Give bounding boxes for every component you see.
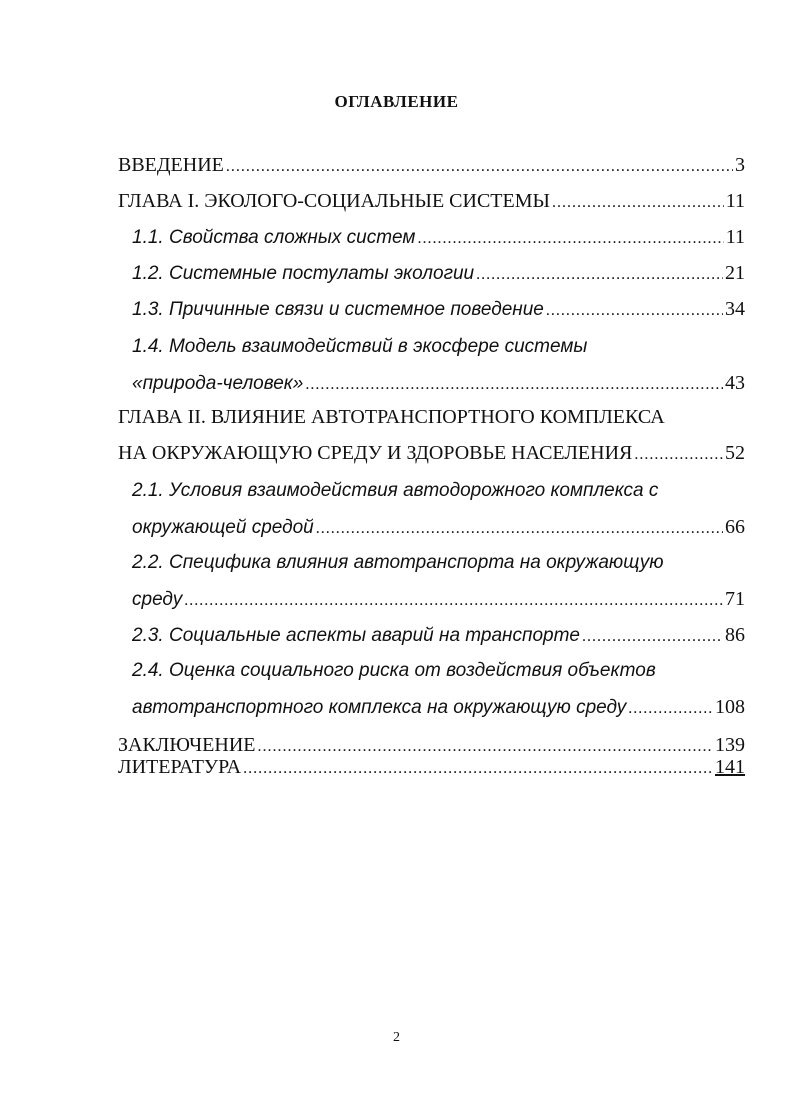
toc-entry-label: 2.4. Оценка социального риска от воздействия объектов [132,660,656,681]
toc-page-number: 71 [725,588,745,610]
dot-leader [243,760,713,778]
toc-entry-label: 2.1. Условия взаимодействия автодорожного комплекса с [132,480,659,501]
toc-entry-label: ГЛАВА II. ВЛИЯНИЕ АВТОТРАНСПОРТНОГО КОМПЛЕКСА [118,406,665,428]
dot-leader [628,700,713,718]
toc-page-number: 141 [715,756,745,778]
toc-page-number: 139 [715,734,745,756]
dot-leader [476,266,723,284]
toc-entry-label: 2.3. Социальные аспекты аварий на транспорте [132,625,580,646]
dot-leader [582,628,723,646]
toc-entry-label: ВВЕДЕНИЕ [118,154,224,176]
toc-entry-section-1-3[interactable] [132,298,745,321]
toc-entry-label: ЗАКЛЮЧЕНИЕ [118,734,256,756]
toc-entry-label: 2.2. Специфика влияния автотранспорта на окружающую [132,552,664,573]
dot-leader [184,592,723,610]
dot-leader [546,302,723,320]
toc-page-number: 43 [725,372,745,394]
toc-entry-section-2-2-line1[interactable] [132,552,745,574]
toc-page-number: 86 [725,624,745,646]
toc-entry-section-2-1-line1[interactable] [132,480,745,502]
toc-page-number: 21 [725,262,745,284]
toc-page-number: 66 [725,516,745,538]
dot-leader [305,376,723,394]
toc-page-number: 52 [725,442,745,464]
toc-entry-label: «природа-человек» [132,373,304,394]
toc-entry-section-2-4-line2[interactable] [132,696,745,719]
toc-entry-label: 1.2. Системные постулаты экологии [132,263,475,284]
toc-entry-label: среду [132,589,183,610]
dot-leader [257,738,713,756]
toc-entry-label: 1.3. Причинные связи и системное поведение [132,299,544,320]
page-title: ОГЛАВЛЕНИЕ [334,92,459,111]
toc-page-number: 11 [725,190,745,212]
dot-leader [226,158,733,176]
toc-entry-section-2-1-line2[interactable] [132,516,745,539]
toc-entry-chapter-1[interactable] [118,190,745,213]
toc-entry-label: автотранспортного комплекса на окружающую среду [132,697,627,718]
toc-entry-section-1-1[interactable] [132,226,745,249]
toc-entry-section-2-2-line2[interactable] [132,588,745,611]
toc-page-number: 3 [735,154,745,176]
toc-page-number: 34 [725,298,745,320]
toc-entry-label: НА ОКРУЖАЮЩУЮ СРЕДУ И ЗДОРОВЬЕ НАСЕЛЕНИЯ [118,442,633,464]
toc-page-number: 11 [725,226,745,248]
toc-entry-intro[interactable] [118,154,745,177]
dot-leader [552,194,724,212]
toc-entry-chapter-2-line2[interactable] [118,442,745,465]
toc-page-number: 108 [715,696,745,718]
toc-entry-section-2-4-line1[interactable] [132,660,745,682]
page-number: 2 [393,1030,400,1045]
dot-leader [417,230,723,248]
dot-leader [316,520,723,538]
toc-entry-section-2-3[interactable] [132,624,745,647]
toc-entry-chapter-2-line1[interactable] [118,406,745,429]
toc-entry-section-1-4-line1[interactable] [132,336,745,358]
toc-entry-label: ЛИТЕРАТУРА [118,756,242,778]
toc-entry-label: окружающей средой [132,517,314,538]
dot-leader [634,446,723,464]
toc-entry-section-1-4-line2[interactable] [132,372,745,395]
toc-entry-label: 1.4. Модель взаимодействий в экосфере системы [132,336,588,357]
toc-entry-label: ГЛАВА I. ЭКОЛОГО-СОЦИАЛЬНЫЕ СИСТЕМЫ [118,190,550,212]
toc-entry-section-1-2[interactable] [132,262,745,285]
toc-entry-label: 1.1. Свойства сложных систем [132,227,416,248]
toc-entry-conclusion[interactable] [118,734,745,757]
toc-entry-literature[interactable] [118,756,745,779]
